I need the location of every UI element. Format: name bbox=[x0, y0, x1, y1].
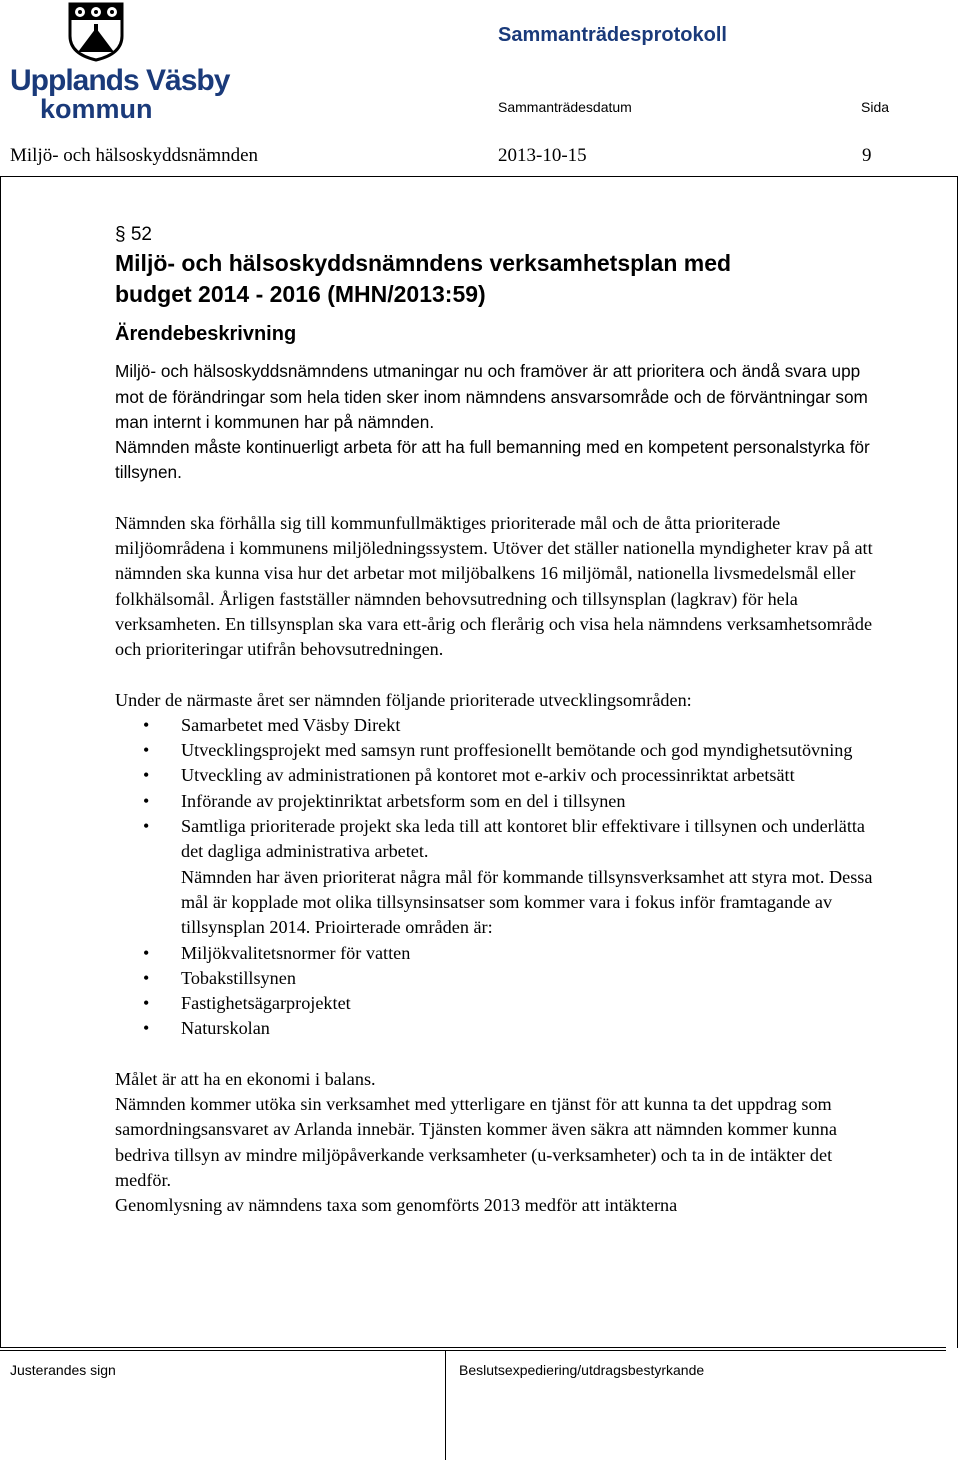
protocol-section bbox=[115, 222, 875, 1219]
priority-list bbox=[115, 713, 875, 865]
meeting-date: 2013-10-15 bbox=[498, 145, 587, 166]
list-intro: Under de närmaste året ser nämnden följande prioriterade utvecklingsområden: bbox=[115, 689, 692, 710]
list-item: • Införande av projektinriktat arbetsform som en del i tillsynen bbox=[115, 789, 875, 814]
body-paragraph: Miljö- och hälsoskyddsnämndens utmaningar nu och framöver är att prioritera och ändå svara upp mot de förändringar som hela tiden sker inom nämndens ansvarsområde och de förväntningar som man internt i kommunen har på nämnden. bbox=[115, 361, 868, 432]
logo-sub: kommun bbox=[40, 94, 153, 124]
list-item: • Samtliga prioriterade projekt ska leda till att kontoret blir effektivare i tillsynen och underlätta det dagliga administrativa arbetet. bbox=[115, 814, 875, 865]
list-item: • Naturskolan bbox=[115, 1016, 875, 1041]
page-number: 9 bbox=[862, 145, 872, 166]
list-continuation: Nämnden har även prioriterat några mål för kommande tillsynsverksamhet att styra mot. Dessa mål är kopplade mot olika tillsynsinsatser som kommer vara i fokus inför framtagande av tillsynsplan 2014. Prioirterade områden är: bbox=[181, 866, 873, 938]
section-title-line1: Miljö- och hälsoskyddsnämndens verksamhetsplan med bbox=[115, 250, 732, 276]
list-item: • Fastighetsägarprojektet bbox=[115, 991, 875, 1016]
footer-column-divider bbox=[445, 1350, 446, 1460]
section-subheading: Ärendebeskrivning bbox=[115, 323, 297, 345]
body-paragraph: Nämnden måste kontinuerligt arbeta för att ha full bemanning med en kompetent personalstyrka för tillsynen. bbox=[115, 437, 870, 483]
list-item: • Samarbetet med Väsby Direkt bbox=[115, 713, 875, 738]
coat-of-arms-icon bbox=[68, 2, 124, 62]
section-title-line2: budget 2014 - 2016 (MHN/2013:59) bbox=[115, 281, 486, 307]
date-label: Sammanträdesdatum bbox=[498, 99, 632, 115]
signature-label: Justerandes sign bbox=[10, 1362, 116, 1378]
focus-area-list bbox=[115, 941, 875, 1042]
footer-divider bbox=[0, 1347, 946, 1351]
logo-name: Upplands Väsby bbox=[10, 64, 230, 97]
document-type: Sammanträdesprotokoll bbox=[498, 24, 727, 46]
list-item: • Miljökvalitetsnormer för vatten bbox=[115, 941, 875, 966]
committee-name: Miljö- och hälsoskyddsnämnden bbox=[10, 145, 259, 166]
body-paragraph: Nämnden ska förhålla sig till kommunfullmäktiges prioriterade mål och de åtta prioriterade miljöområdena i kommunens miljöledningssystem. Utöver det ställer nationella myndigheter krav på att nämnden ska kunna visa hur det arbetar mot miljöbalkens 16 miljömål, nationella livsmedelsmål eller folkhälsomål. Årligen fastställer nämnden behovsutredning och tillsynsplan (lagkrav) för hela verksamheten. En tillsynsplan ska vara ett-årig och flerårig och visa hela nämndens verksamhetsområde och prioriteringar utifrån behovsutredningen. bbox=[115, 512, 873, 660]
body-paragraph: Nämnden kommer utöka sin verksamhet med ytterligare en tjänst för att kunna ta det uppdrag som samordningsansvaret av Arlanda innebär. Tjänsten kommer även säkra att nämnden kommer kunna bedriva tillsyn av mindre miljöpåverkande verksamheter (u-verksamheter) och ta in de intäkter det medför. bbox=[115, 1094, 837, 1190]
dispatch-label: Beslutsexpediering/utdragsbestyrkande bbox=[459, 1362, 705, 1378]
list-item: • Utveckling av administrationen på kontoret mot e-arkiv och processinriktat arbetsätt bbox=[115, 763, 875, 788]
body-paragraph: Målet är att ha en ekonomi i balans. bbox=[115, 1068, 376, 1089]
list-item: • Utvecklingsprojekt med samsyn runt proffesionellt bemötande och god myndighetsutövning bbox=[115, 738, 875, 763]
body-paragraph: Genomlysning av nämndens taxa som genomförts 2013 medför att intäkterna bbox=[115, 1195, 678, 1216]
paragraph-number: § 52 bbox=[115, 224, 152, 245]
municipality-logo bbox=[10, 2, 230, 124]
page-label: Sida bbox=[861, 99, 890, 115]
list-item: • Tobakstillsynen bbox=[115, 966, 875, 991]
